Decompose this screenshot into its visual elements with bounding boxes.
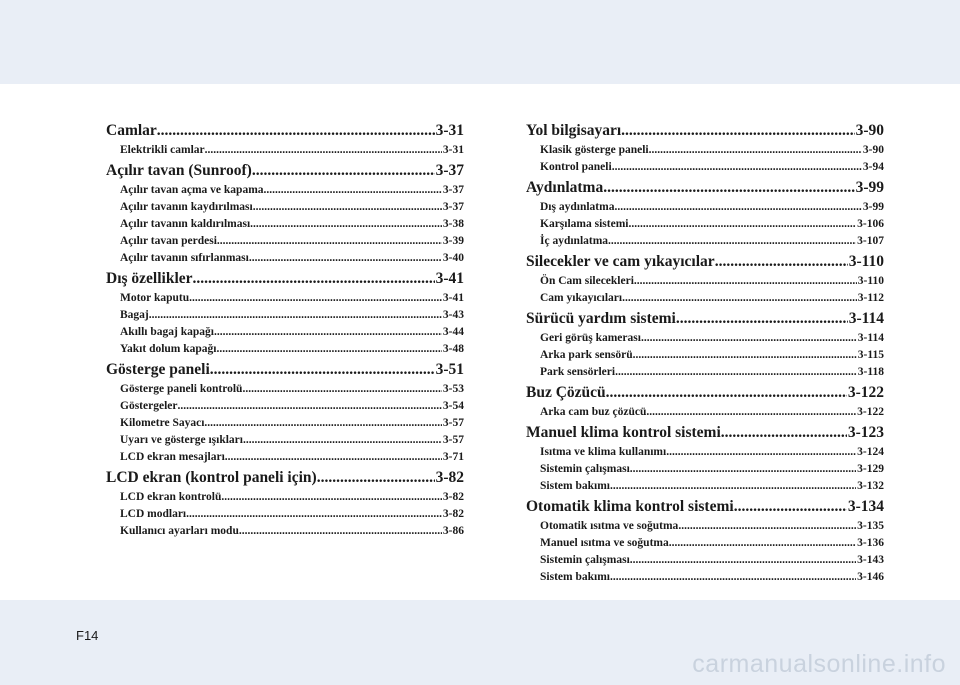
toc-entry-page: 3-57 [442, 417, 464, 429]
toc-section-entry[interactable] [526, 383, 884, 402]
toc-entry-page: 3-124 [857, 446, 884, 458]
toc-entry-page: 3-115 [857, 349, 884, 361]
toc-entry-page: 3-82 [442, 491, 464, 503]
toc-leader-dots [610, 478, 856, 495]
toc-entry-page: 3-71 [442, 451, 464, 463]
toc-leader-dots [193, 269, 435, 288]
toc-subsection-entry[interactable] [526, 273, 884, 290]
toc-entry-page: 3-90 [855, 122, 884, 139]
toc-entry-title: Açılır tavan (Sunroof) [106, 162, 252, 179]
toc-entry-title: Aydınlatma [526, 179, 604, 196]
toc-entry-title: Isıtma ve klima kullanımı [540, 446, 667, 458]
toc-entry-title: Bagaj [120, 309, 149, 321]
toc-subsection-entry[interactable] [526, 159, 884, 176]
toc-subsection-entry[interactable] [106, 233, 464, 250]
toc-subsection-entry[interactable] [106, 324, 464, 341]
toc-entry-title: Açılır tavanın kaldırılması [120, 218, 251, 230]
toc-leader-dots [610, 569, 856, 586]
toc-leader-dots [614, 199, 861, 216]
toc-entry-page: 3-41 [442, 292, 464, 304]
toc-subsection-entry[interactable] [526, 404, 884, 421]
toc-leader-dots [630, 461, 856, 478]
toc-entry-page: 3-122 [847, 384, 884, 401]
toc-entry-title: Geri görüş kamerası [540, 332, 641, 344]
toc-leader-dots [217, 341, 442, 358]
toc-leader-dots [615, 364, 857, 381]
toc-entry-page: 3-134 [847, 498, 884, 515]
toc-subsection-entry[interactable] [106, 449, 464, 466]
toc-entry-title: Sistemin çalışması [540, 554, 630, 566]
toc-entry-page: 3-136 [857, 537, 884, 549]
toc-entry-page: 3-122 [857, 406, 884, 418]
toc-entry-title: Manuel ısıtma ve soğutma [540, 537, 669, 549]
toc-subsection-entry[interactable] [526, 552, 884, 569]
toc-leader-dots [676, 309, 848, 328]
toc-entry-title: Silecekler ve cam yıkayıcılar [526, 253, 715, 270]
toc-entry-page: 3-143 [857, 554, 884, 566]
toc-entry-title: Manuel klima kontrol sistemi [526, 424, 721, 441]
toc-entry-page: 3-135 [857, 520, 884, 532]
toc-entry-title: Karşılama sistemi [540, 218, 629, 230]
toc-entry-title: Sistem bakımı [540, 571, 610, 583]
toc-subsection-entry[interactable] [526, 142, 884, 159]
toc-leader-dots [242, 381, 441, 398]
toc-subsection-entry[interactable] [526, 330, 884, 347]
toc-entry-title: Yol bilgisayarı [526, 122, 622, 139]
toc-entry-page: 3-146 [857, 571, 884, 583]
toc-entry-page: 3-132 [857, 480, 884, 492]
toc-entry-page: 3-37 [435, 162, 464, 179]
page-number: F14 [76, 628, 99, 643]
toc-subsection-entry[interactable] [106, 182, 464, 199]
watermark: carmanualsonline.info [692, 650, 946, 678]
toc-leader-dots [646, 404, 856, 421]
toc-subsection-entry[interactable] [526, 233, 884, 250]
toc-section-entry[interactable] [106, 269, 464, 288]
toc-entry-title: Otomatik klima kontrol sistemi [526, 498, 734, 515]
toc-subsection-entry[interactable] [526, 518, 884, 535]
toc-subsection-entry[interactable] [526, 535, 884, 552]
toc-entry-page: 3-110 [857, 275, 884, 287]
toc-entry-title: Gösterge paneli kontrolü [120, 383, 243, 395]
toc-entry-title: Açılır tavanın kaydırılması [120, 201, 253, 213]
toc-leader-dots [189, 290, 442, 307]
toc-entry-title: Yakıt dolum kapağı [120, 343, 217, 355]
toc-entry-title: Göstergeler [120, 400, 178, 412]
toc-entry-title: Otomatik ısıtma ve soğutma [540, 520, 679, 532]
toc-leader-dots [608, 233, 856, 250]
toc-subsection-entry[interactable] [106, 381, 464, 398]
toc-subsection-entry[interactable] [526, 347, 884, 364]
toc-entry-page: 3-118 [857, 366, 884, 378]
toc-entry-title: Kilometre Sayacı [120, 417, 205, 429]
toc-entry-title: Dış özellikler [106, 270, 193, 287]
toc-entry-page: 3-110 [848, 253, 884, 270]
toc-leader-dots [177, 398, 441, 415]
toc-entry-title: LCD modları [120, 508, 187, 520]
toc-leader-dots [214, 324, 442, 341]
toc-subsection-entry[interactable] [106, 506, 464, 523]
toc-entry-page: 3-86 [442, 525, 464, 537]
toc-leader-dots [612, 159, 862, 176]
toc-section-entry[interactable] [526, 121, 884, 140]
toc-section-entry[interactable] [526, 309, 884, 328]
toc-subsection-entry[interactable] [526, 364, 884, 381]
toc-entry-page: 3-39 [442, 235, 464, 247]
toc-entry-page: 3-43 [442, 309, 464, 321]
toc-leader-dots [666, 444, 856, 461]
toc-leader-dots [649, 142, 862, 159]
toc-subsection-entry[interactable] [106, 216, 464, 233]
toc-leader-dots [243, 432, 442, 449]
toc-subsection-entry[interactable] [106, 398, 464, 415]
toc-entry-page: 3-114 [857, 332, 884, 344]
toc-subsection-entry[interactable] [106, 523, 464, 540]
toc-entry-page: 3-99 [862, 201, 884, 213]
toc-leader-dots [239, 523, 442, 540]
toc-leader-dots [633, 347, 857, 364]
toc-section-entry[interactable] [106, 360, 464, 379]
toc-entry-title: Sistemin çalışması [540, 463, 630, 475]
toc-left-column [106, 121, 464, 540]
toc-leader-dots [641, 330, 857, 347]
toc-section-entry[interactable] [526, 423, 884, 442]
toc-leader-dots [157, 121, 435, 140]
toc-subsection-entry[interactable] [526, 461, 884, 478]
toc-entry-title: Dış aydınlatma [540, 201, 615, 213]
toc-entry-page: 3-82 [435, 469, 464, 486]
toc-leader-dots [250, 216, 442, 233]
toc-leader-dots [249, 250, 442, 267]
toc-entry-title: Uyarı ve gösterge ışıkları [120, 434, 243, 446]
toc-subsection-entry[interactable] [106, 199, 464, 216]
toc-leader-dots [204, 415, 441, 432]
toc-entry-title: Park sensörleri [540, 366, 616, 378]
toc-entry-title: Ön Cam silecekleri [540, 275, 634, 287]
toc-entry-title: İç aydınlatma [540, 235, 609, 247]
toc-subsection-entry[interactable] [106, 290, 464, 307]
toc-leader-dots [634, 273, 857, 290]
toc-entry-title: LCD ekran kontrolü [120, 491, 222, 503]
toc-subsection-entry[interactable] [106, 250, 464, 267]
toc-subsection-entry[interactable] [106, 489, 464, 506]
toc-leader-dots [225, 449, 442, 466]
toc-leader-dots [317, 468, 435, 487]
toc-leader-dots [205, 142, 442, 159]
toc-section-entry[interactable] [106, 121, 464, 140]
toc-subsection-entry[interactable] [526, 478, 884, 495]
toc-leader-dots [630, 552, 856, 569]
toc-entry-page: 3-40 [442, 252, 464, 264]
toc-entry-title: Gösterge paneli [106, 361, 210, 378]
toc-leader-dots [606, 383, 847, 402]
toc-leader-dots [734, 497, 847, 516]
toc-entry-page: 3-41 [435, 270, 464, 287]
toc-entry-title: Buz Çözücü [526, 384, 606, 401]
toc-entry-page: 3-37 [442, 184, 464, 196]
toc-entry-page: 3-53 [442, 383, 464, 395]
toc-subsection-entry[interactable] [526, 290, 884, 307]
toc-leader-dots [621, 121, 854, 140]
toc-entry-page: 3-44 [442, 326, 464, 338]
toc-leader-dots [221, 489, 442, 506]
toc-entry-title: Cam yıkayıcıları [540, 292, 623, 304]
toc-leader-dots [669, 535, 856, 552]
toc-entry-page: 3-94 [862, 161, 884, 173]
toc-entry-title: Sistem bakımı [540, 480, 610, 492]
toc-section-entry[interactable] [526, 252, 884, 271]
toc-entry-page: 3-107 [857, 235, 884, 247]
toc-subsection-entry[interactable] [106, 415, 464, 432]
toc-subsection-entry[interactable] [526, 216, 884, 233]
toc-entry-page: 3-90 [862, 144, 884, 156]
toc-entry-page: 3-129 [857, 463, 884, 475]
toc-entry-title: LCD ekran (kontrol paneli için) [106, 469, 317, 486]
toc-subsection-entry[interactable] [526, 569, 884, 586]
toc-leader-dots [264, 182, 442, 199]
toc-entry-title: Arka park sensörü [540, 349, 633, 361]
toc-section-entry[interactable] [526, 497, 884, 516]
toc-leader-dots [628, 216, 856, 233]
toc-entry-page: 3-31 [442, 144, 464, 156]
toc-entry-page: 3-48 [442, 343, 464, 355]
toc-entry-page: 3-99 [855, 179, 884, 196]
toc-entry-title: Motor kaputu [120, 292, 190, 304]
toc-entry-title: Kullanıcı ayarları modu [120, 525, 239, 537]
toc-leader-dots [252, 161, 435, 180]
toc-subsection-entry[interactable] [106, 142, 464, 159]
toc-subsection-entry[interactable] [526, 199, 884, 216]
toc-entry-title: Camlar [106, 122, 157, 139]
toc-section-entry[interactable] [526, 178, 884, 197]
toc-entry-title: Kontrol paneli [540, 161, 612, 173]
toc-leader-dots [603, 178, 854, 197]
toc-entry-title: Açılır tavanın sıfırlanması [120, 252, 249, 264]
toc-entry-page: 3-37 [442, 201, 464, 213]
toc-entry-title: LCD ekran mesajları [120, 451, 225, 463]
toc-subsection-entry[interactable] [106, 341, 464, 358]
toc-entry-page: 3-51 [435, 361, 464, 378]
toc-entry-title: Açılır tavan açma ve kapama [120, 184, 264, 196]
toc-section-entry[interactable] [106, 468, 464, 487]
toc-entry-page: 3-82 [442, 508, 464, 520]
toc-subsection-entry[interactable] [526, 444, 884, 461]
toc-leader-dots [186, 506, 442, 523]
toc-entry-page: 3-54 [442, 400, 464, 412]
toc-leader-dots [715, 252, 848, 271]
toc-leader-dots [721, 423, 847, 442]
toc-leader-dots [678, 518, 856, 535]
toc-entry-page: 3-31 [435, 122, 464, 139]
toc-leader-dots [210, 360, 435, 379]
toc-leader-dots [253, 199, 442, 216]
toc-entry-page: 3-123 [847, 424, 884, 441]
toc-entry-title: Sürücü yardım sistemi [526, 310, 676, 327]
toc-entry-title: Arka cam buz çözücü [540, 406, 647, 418]
toc-entry-page: 3-112 [857, 292, 884, 304]
toc-entry-page: 3-114 [848, 310, 884, 327]
toc-section-entry[interactable] [106, 161, 464, 180]
top-band [0, 0, 960, 84]
toc-entry-title: Akıllı bagaj kapağı [120, 326, 214, 338]
toc-subsection-entry[interactable] [106, 307, 464, 324]
toc-subsection-entry[interactable] [106, 432, 464, 449]
toc-leader-dots [217, 233, 442, 250]
toc-entry-title: Açılır tavan perdesi [120, 235, 217, 247]
toc-entry-title: Elektrikli camlar [120, 144, 205, 156]
toc-entry-page: 3-106 [857, 218, 884, 230]
toc-entry-page: 3-57 [442, 434, 464, 446]
toc-entry-title: Klasik gösterge paneli [540, 144, 649, 156]
toc-leader-dots [149, 307, 442, 324]
toc-leader-dots [622, 290, 857, 307]
toc-right-column [526, 121, 884, 586]
toc-entry-page: 3-38 [442, 218, 464, 230]
